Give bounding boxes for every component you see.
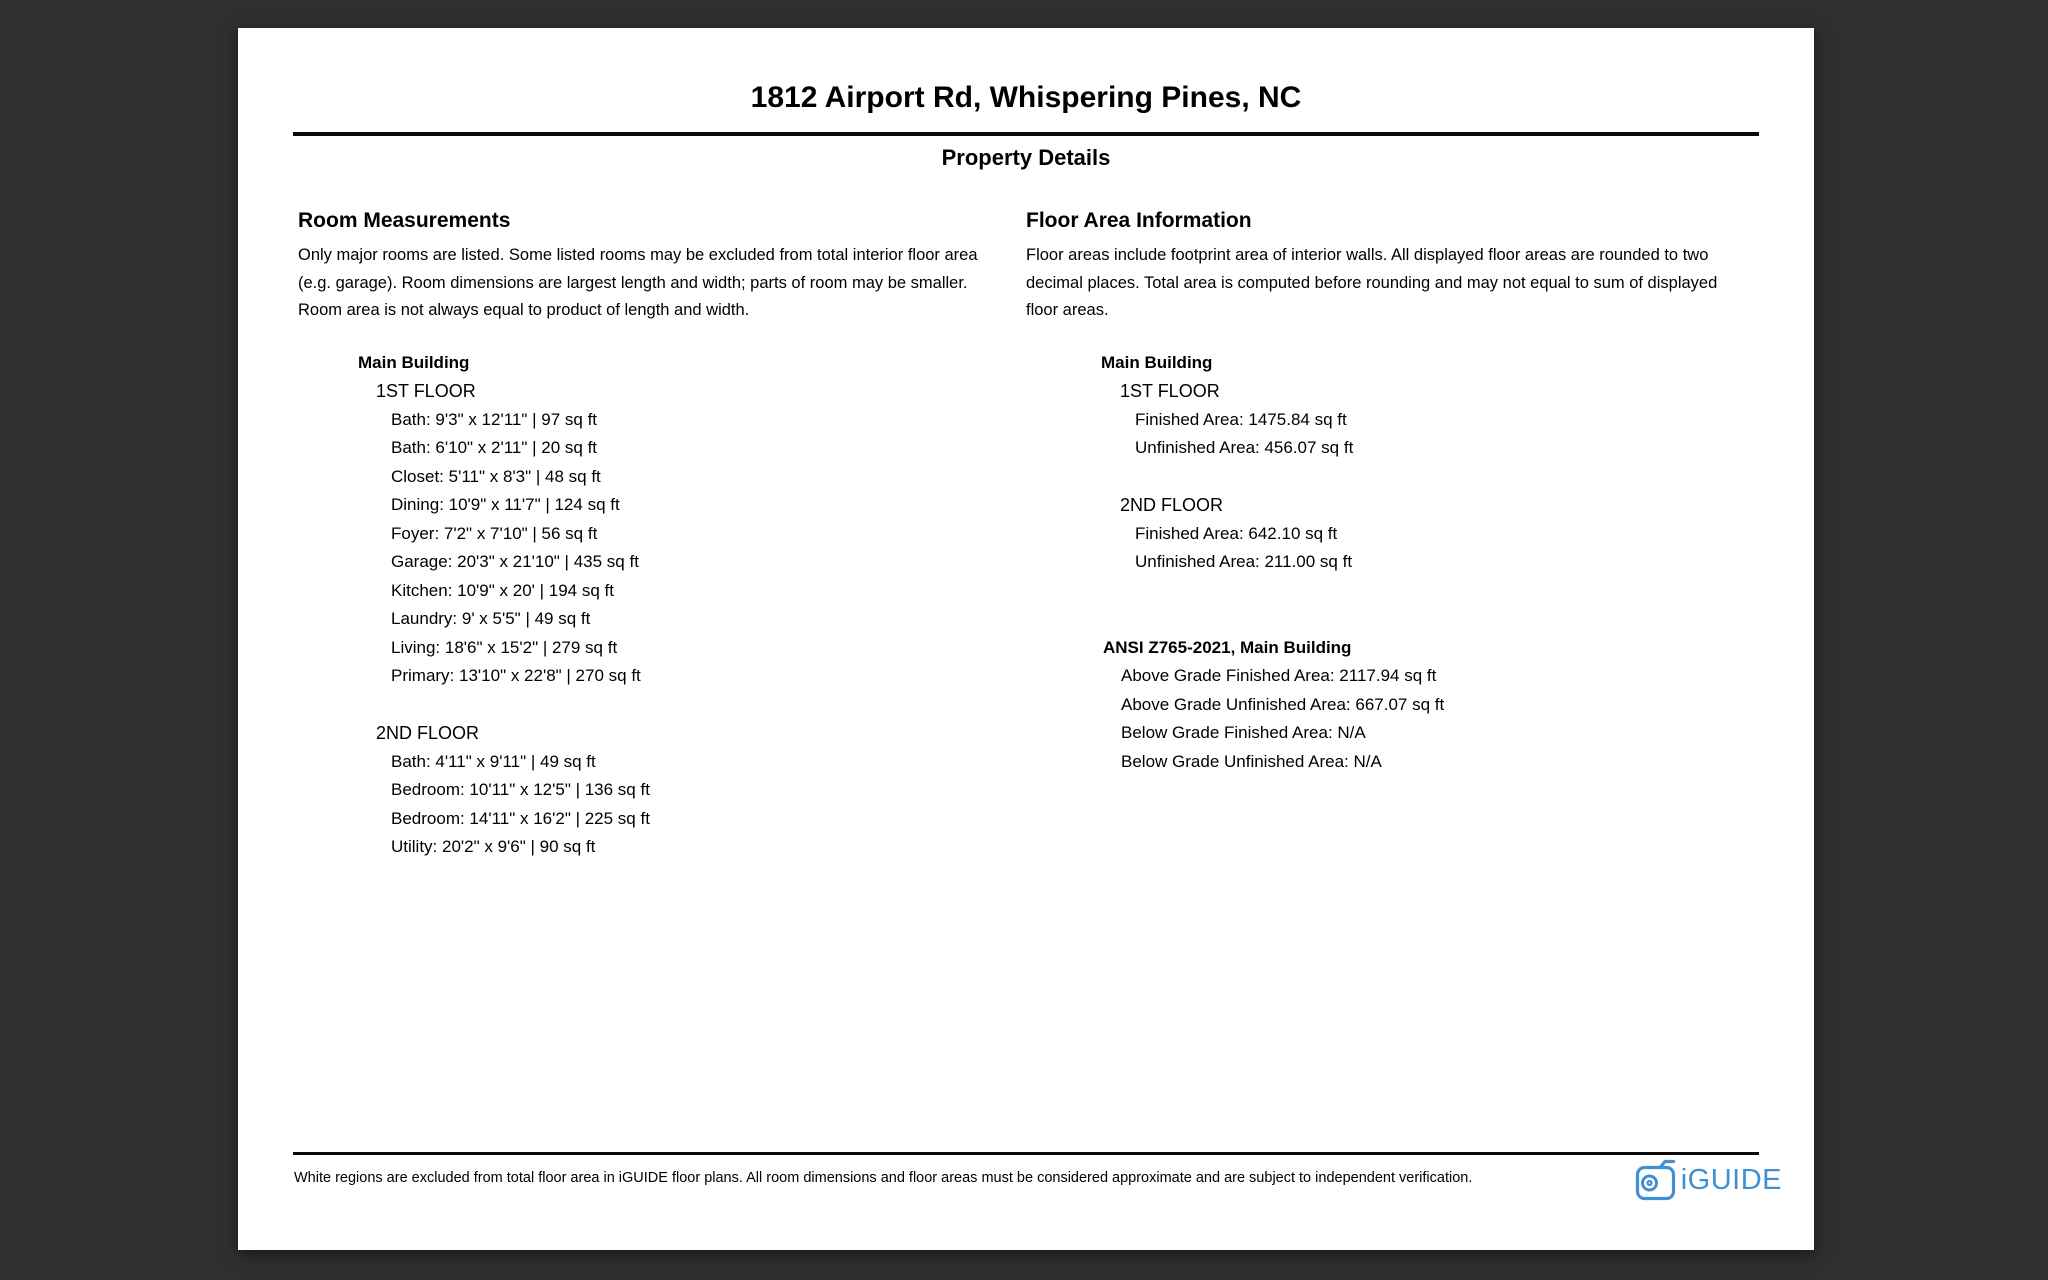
footer-disclaimer: White regions are excluded from total floor area in iGUIDE floor plans. All room dimensions and floor areas must be considered approximate and are subject to independent verification. bbox=[294, 1170, 1473, 1186]
room-row: Dining: 10'9" x 11'7" | 124 sq ft bbox=[391, 495, 620, 514]
room-measurements-section bbox=[298, 208, 1026, 862]
room-row: Garage: 20'3" x 21'10" | 435 sq ft bbox=[391, 552, 639, 571]
ansi-row: Above Grade Unfinished Area: 667.07 sq ft bbox=[1121, 694, 1445, 714]
description-line: Floor areas include footprint area of interior walls. All displayed floor areas are rounded to two bbox=[1026, 246, 1709, 264]
floor-area-description bbox=[1026, 242, 1784, 325]
room-row: Bath: 4'11" x 9'11" | 49 sq ft bbox=[391, 751, 596, 771]
floor-name: 1ST FLOOR bbox=[376, 381, 476, 401]
page-subtitle: Property Details bbox=[941, 145, 1111, 170]
area-row: Unfinished Area: 211.00 sq ft bbox=[1135, 552, 1353, 571]
ansi-standard-block bbox=[1103, 634, 1784, 777]
room-row: Bedroom: 14'11" x 16'2" | 225 sq ft bbox=[391, 808, 650, 828]
title-divider bbox=[293, 132, 1759, 136]
iguide-logo bbox=[1635, 1158, 1782, 1202]
room-measurements-description bbox=[298, 242, 1026, 325]
area-block-2nd bbox=[1101, 491, 1784, 577]
description-line: Room area is not always equal to product of length and width. bbox=[298, 301, 750, 319]
property-details-page bbox=[238, 28, 1814, 1250]
floor-name: 2ND FLOOR bbox=[376, 723, 480, 743]
iguide-camera-icon bbox=[1635, 1158, 1676, 1202]
room-row: Bath: 9'3" x 12'11" | 97 sq ft bbox=[391, 409, 598, 429]
ansi-row: Above Grade Finished Area: 2117.94 sq ft bbox=[1121, 666, 1437, 685]
floor-block-2nd bbox=[358, 719, 1026, 862]
room-row: Kitchen: 10'9" x 20' | 194 sq ft bbox=[391, 580, 614, 600]
ansi-row: Below Grade Finished Area: N/A bbox=[1121, 723, 1366, 742]
room-row: Foyer: 7'2" x 7'10" | 56 sq ft bbox=[391, 523, 598, 543]
description-line: Only major rooms are listed. Some listed rooms may be excluded from total interior floor area bbox=[298, 246, 978, 264]
area-block-1st bbox=[1101, 377, 1784, 463]
room-measurements-heading: Room Measurements bbox=[298, 209, 511, 232]
room-row: Utility: 20'2" x 9'6" | 90 sq ft bbox=[391, 837, 596, 856]
content-columns bbox=[238, 208, 1814, 862]
area-row: Unfinished Area: 456.07 sq ft bbox=[1135, 438, 1354, 457]
area-row: Finished Area: 1475.84 sq ft bbox=[1135, 409, 1347, 429]
description-line: decimal places. Total area is computed before rounding and may not equal to sum of displayed bbox=[1026, 273, 1718, 292]
floor-name: 2ND FLOOR bbox=[1120, 495, 1224, 515]
floor-area-heading: Floor Area Information bbox=[1026, 209, 1252, 232]
area-row: Finished Area: 642.10 sq ft bbox=[1135, 523, 1338, 543]
floor-area-section bbox=[1026, 208, 1814, 862]
floor-name: 1ST FLOOR bbox=[1120, 381, 1220, 401]
room-row: Bedroom: 10'11" x 12'5" | 136 sq ft bbox=[391, 780, 650, 799]
description-line: (e.g. garage). Room dimensions are largest length and width; parts of room may be smaller. bbox=[298, 273, 968, 292]
floor-area-listing bbox=[1101, 349, 1784, 577]
building-name: Main Building bbox=[1101, 352, 1213, 372]
room-measurements-listing bbox=[358, 349, 1026, 862]
room-row: Laundry: 9' x 5'5" | 49 sq ft bbox=[391, 609, 591, 628]
room-row: Living: 18'6" x 15'2" | 279 sq ft bbox=[391, 637, 618, 657]
room-row: Bath: 6'10" x 2'11" | 20 sq ft bbox=[391, 438, 598, 457]
floor-block-1st bbox=[358, 377, 1026, 691]
room-row: Primary: 13'10" x 22'8" | 270 sq ft bbox=[391, 666, 641, 685]
iguide-logo-text: iGUIDE bbox=[1680, 1164, 1782, 1196]
room-row: Closet: 5'11" x 8'3" | 48 sq ft bbox=[391, 466, 601, 486]
description-line: floor areas. bbox=[1026, 301, 1109, 319]
ansi-heading: ANSI Z765-2021, Main Building bbox=[1103, 637, 1352, 657]
ansi-row: Below Grade Unfinished Area: N/A bbox=[1121, 751, 1382, 771]
building-name: Main Building bbox=[358, 352, 470, 372]
page-title: 1812 Airport Rd, Whispering Pines, NC bbox=[750, 81, 1302, 114]
footer-divider bbox=[293, 1152, 1759, 1155]
